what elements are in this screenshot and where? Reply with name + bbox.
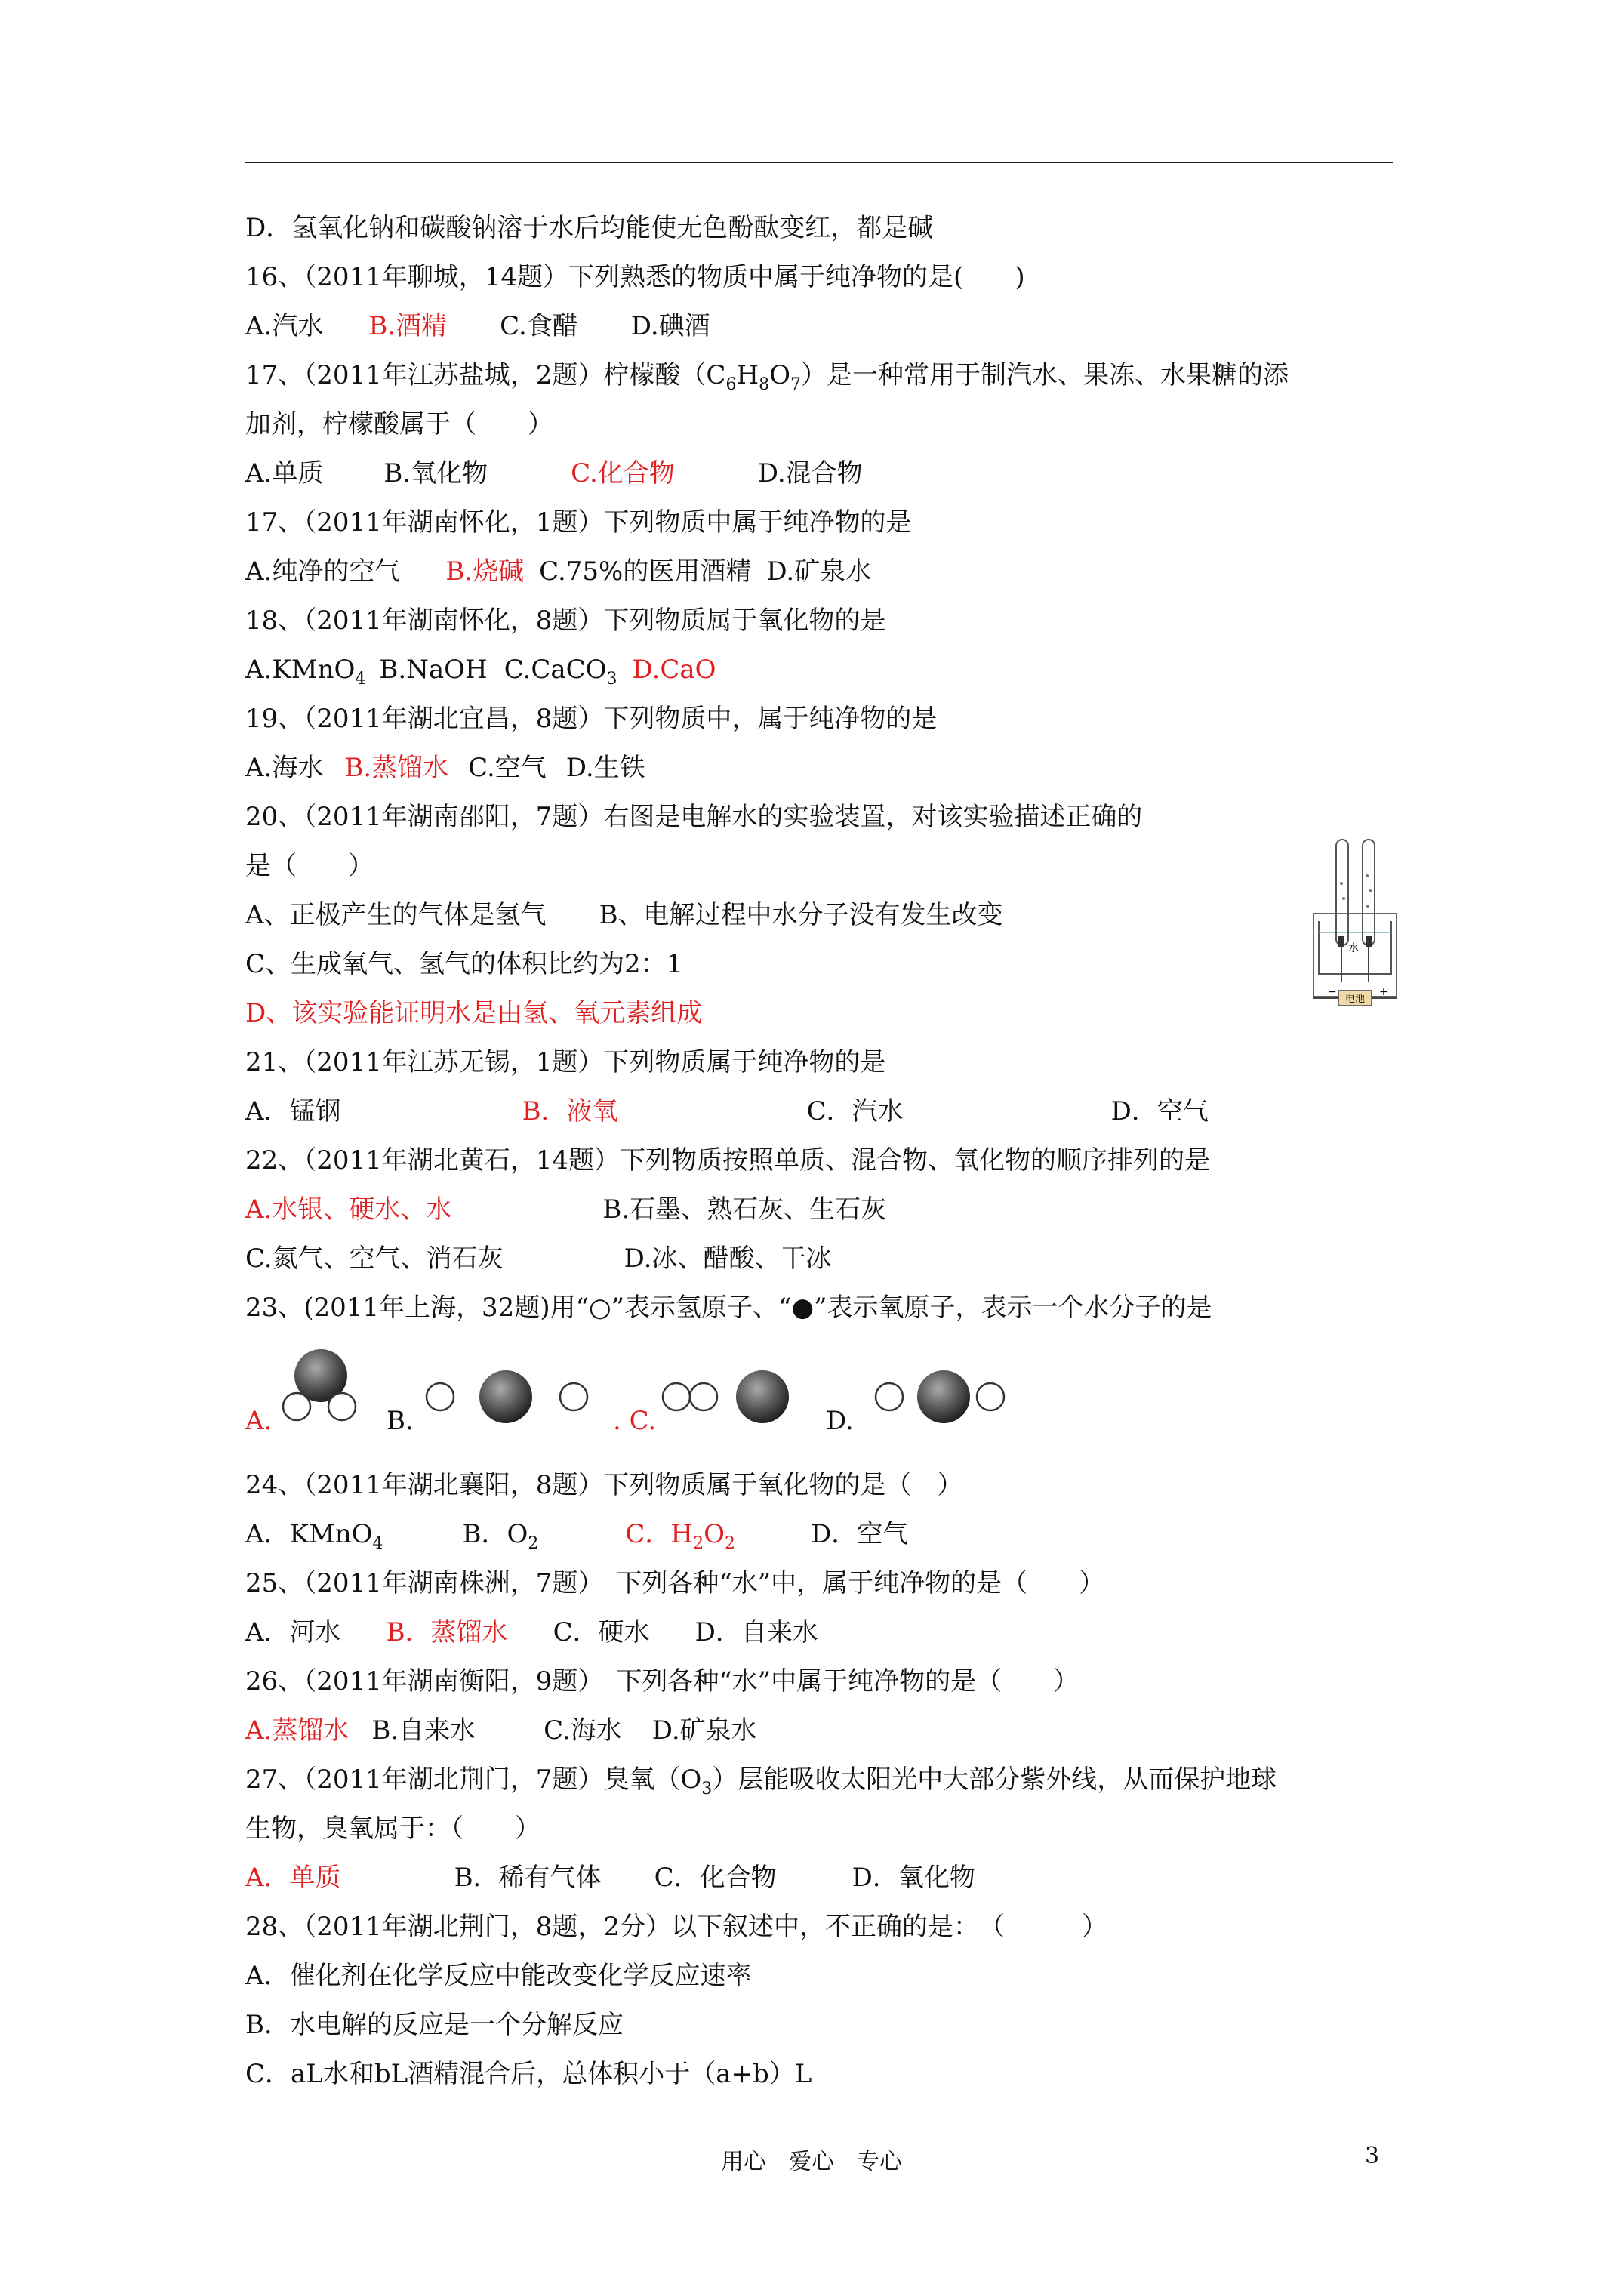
option-b: B. — [387, 1406, 414, 1436]
options-18 — [245, 655, 716, 695]
subscript: 2 — [528, 1534, 539, 1553]
option-a: A.海水 — [245, 753, 324, 783]
options-26 — [245, 1715, 757, 1746]
answer-option: B.蒸馏水 — [344, 753, 449, 783]
option-b: B.石墨、熟石灰、生石灰 — [602, 1194, 887, 1225]
option-c: C．化合物 — [654, 1863, 777, 1893]
options-17a — [245, 458, 863, 488]
answer-option: B．蒸馏水 — [386, 1617, 508, 1647]
subscript: 6 — [725, 375, 737, 394]
answer-option: B.酒精 — [368, 311, 448, 341]
header-rule — [245, 162, 1393, 163]
answer-option: A.水银、硬水、水 — [245, 1194, 452, 1225]
option-d: D．氧化物 — [852, 1863, 975, 1893]
question-27 — [245, 1764, 1277, 1804]
subscript: 4 — [355, 670, 366, 689]
question-22: 22、（2011年湖北黄石，14题）下列物质按照单质、混合物、氧化物的顺序排列的是 — [245, 1145, 1211, 1176]
q-text: O — [769, 360, 790, 390]
question-25: 25、（2011年湖南株洲，7题） 下列各种“水”中，属于纯净物的是（ ） — [245, 1568, 1105, 1598]
option-c: C．aL水和bL酒精混合后，总体积小于（a+b）L — [245, 2059, 812, 2089]
option-b: B．O — [462, 1519, 528, 1549]
subscript: 2 — [693, 1534, 704, 1553]
battery-label: 电池 — [1344, 994, 1366, 1005]
option-c: C．汽水 — [806, 1096, 904, 1126]
option-a: A．催化剂在化学反应中能改变化学反应速率 — [245, 1961, 752, 1991]
page-footer: 用心 爱心 专心 — [721, 2149, 902, 2175]
option-a: A．锰钢 — [245, 1096, 341, 1126]
option-c — [613, 1406, 656, 1436]
option-b: B．稀有气体 — [454, 1863, 602, 1893]
answer-option: A. — [245, 1406, 273, 1436]
plus-sign: + — [1379, 986, 1388, 998]
option-a: A．KMnO — [245, 1519, 373, 1549]
text-line: 是（ ） — [245, 851, 374, 881]
answer-option: D.CaO — [632, 655, 716, 685]
option-b: B.NaOH — [379, 655, 488, 685]
question-21: 21、（2011年江苏无锡，1题）下列物质属于纯净物的是 — [245, 1047, 886, 1077]
molecule-b-icon — [419, 1367, 600, 1423]
option-b: B．水电解的反应是一个分解反应 — [245, 2010, 624, 2040]
question-17a — [245, 360, 1289, 400]
answer-option: C．H — [625, 1519, 694, 1549]
option-d: D.碘酒 — [630, 311, 710, 341]
page-number: 3 — [1365, 2143, 1380, 2169]
molecule-c-icon — [657, 1367, 793, 1423]
option-d: D.矿泉水 — [651, 1715, 757, 1746]
minus-sign: − — [1328, 986, 1337, 998]
subscript: 4 — [372, 1534, 383, 1553]
option-d: D．空气 — [1110, 1096, 1209, 1126]
answer-option: A．单质 — [245, 1863, 341, 1893]
option-a: A．河水 — [245, 1617, 341, 1647]
q-text: 27、（2011年湖北荆门，7题）臭氧（O — [245, 1764, 702, 1795]
option-c: C.氮气、空气、消石灰 — [245, 1244, 504, 1274]
options-22-cd — [245, 1244, 831, 1274]
option-d: D．空气 — [810, 1519, 909, 1549]
question-24: 24、（2011年湖北襄阳，8题）下列物质属于氧化物的是（ ） — [245, 1470, 963, 1500]
subscript: 3 — [701, 1780, 713, 1798]
option-d: D.矿泉水 — [766, 556, 872, 587]
option-a: A、正极产生的气体是氢气 — [245, 900, 547, 930]
options-19 — [245, 753, 645, 783]
options-24 — [245, 1519, 908, 1559]
q-text: ）是一种常用于制汽水、果冻、水果糖的添 — [800, 360, 1289, 390]
options-16 — [245, 311, 710, 341]
options-21 — [245, 1096, 1209, 1126]
subscript: 3 — [606, 670, 617, 689]
answer-option: C.化合物 — [571, 458, 675, 488]
answer-option: B．液氧 — [522, 1096, 618, 1126]
option-c: C.CaCO — [504, 655, 607, 685]
option-d: D．自来水 — [694, 1617, 818, 1647]
answer-option: A.蒸馏水 — [245, 1715, 350, 1746]
answer-option: D、该实验能证明水是由氢、氧元素组成 — [245, 998, 703, 1028]
option-d: D.冰、醋酸、干冰 — [624, 1244, 832, 1274]
option-b: B、电解过程中水分子没有发生改变 — [599, 900, 1003, 930]
answer-option: B.烧碱 — [445, 556, 525, 587]
question-18: 18、（2011年湖南怀化，8题）下列物质属于氧化物的是 — [245, 606, 886, 636]
option-d: D.混合物 — [757, 458, 863, 488]
subscript: 7 — [790, 375, 801, 394]
answer-option: O — [704, 1519, 725, 1549]
option-a: A.纯净的空气 — [245, 556, 401, 587]
option-c: C.空气 — [468, 753, 547, 783]
question-20: 20、（2011年湖南邵阳，7题）右图是电解水的实验装置，对该实验描述正确的 — [245, 802, 1143, 832]
options-17b — [245, 556, 871, 587]
options-27 — [245, 1863, 975, 1893]
question-16: 16、（2011年聊城，14题）下列熟悉的物质中属于纯净物的是( ) — [245, 262, 1025, 292]
text-line: 加剂，柠檬酸属于（ ） — [245, 409, 553, 439]
electrolysis-apparatus-figure — [1310, 831, 1400, 1012]
molecule-d-icon — [868, 1367, 1012, 1423]
options-20 — [245, 900, 1003, 930]
option-c: C.75%的医用酒精 — [539, 556, 752, 587]
subscript: 2 — [724, 1534, 735, 1553]
question-23: 23、(2011年上海，32题)用“○”表示氢原子、“●”表示氧原子，表示一个水分子的是 — [245, 1293, 1212, 1323]
water-label: 水 — [1348, 942, 1359, 954]
option-d: D.生铁 — [565, 753, 645, 783]
q-text: ）层能吸收太阳光中大部分紫外线，从而保护地球 — [712, 1764, 1277, 1795]
option-a: A.汽水 — [245, 311, 324, 341]
molecule-a-icon — [272, 1344, 370, 1427]
option-a: A.单质 — [245, 458, 324, 488]
text-line: 生物，臭氧属于：（ ） — [245, 1814, 540, 1844]
option-d: D. — [826, 1406, 854, 1436]
subscript: 8 — [759, 375, 770, 394]
question-28: 28、（2011年湖北荆门，8题，2分）以下叙述中，不正确的是： （ ） — [245, 1912, 1108, 1942]
q-text: 17、（2011年江苏盐城，2题）柠檬酸（C — [245, 360, 726, 390]
option-c: C．硬水 — [553, 1617, 650, 1647]
option-c: C.海水 — [544, 1715, 622, 1746]
question-26: 26、（2011年湖南衡阳，9题） 下列各种“水”中属于纯净物的是（ ） — [245, 1666, 1079, 1697]
option-b: B.自来水 — [371, 1715, 476, 1746]
question-17b: 17、（2011年湖南怀化，1题）下列物质中属于纯净物的是 — [245, 507, 912, 538]
question-19: 19、（2011年湖北宜昌，8题）下列物质中，属于纯净物的是 — [245, 704, 938, 734]
option-c: C.食醋 — [500, 311, 578, 341]
q-text: H — [736, 360, 759, 390]
options-25 — [245, 1617, 818, 1647]
option-a: A.KMnO — [245, 655, 356, 685]
option-c-label: . C. — [613, 1406, 657, 1436]
option-c: C、生成氧气、氢气的体积比约为2：1 — [245, 949, 683, 979]
options-22-ab — [245, 1194, 886, 1225]
text-line: D．氢氧化钠和碳酸钠溶于水后均能使无色酚酞变红，都是碱 — [245, 213, 934, 243]
option-b: B.氧化物 — [383, 458, 488, 488]
